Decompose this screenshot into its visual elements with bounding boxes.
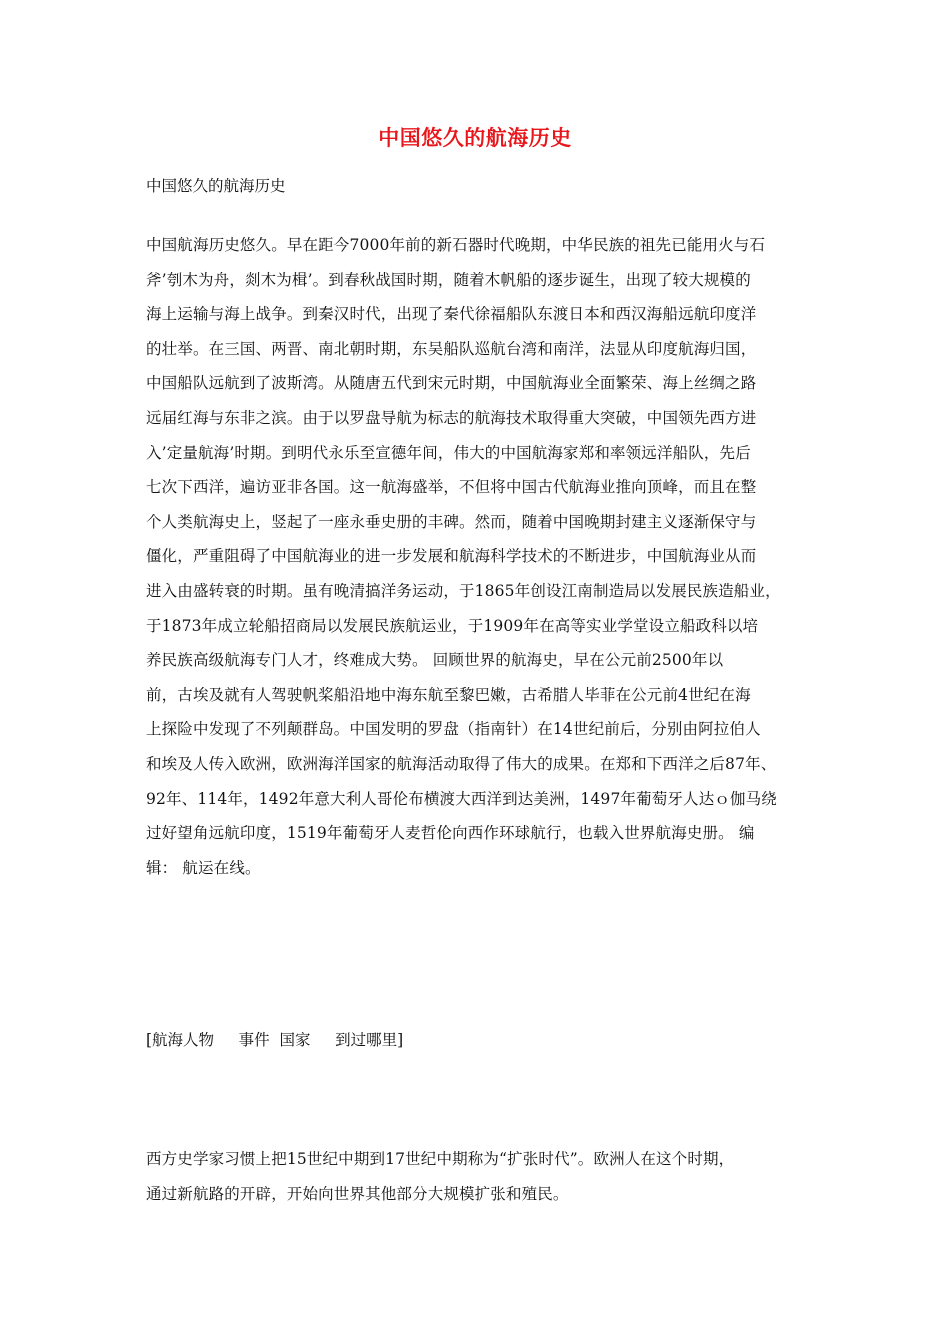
text-line: 个人类航海史上，竖起了一座永垂史册的丰碑。然而，随着中国晚期封建主义逐渐保守与 xyxy=(146,512,757,531)
text-line: 和埃及人传入欧洲，欧洲海洋国家的航海活动取得了伟大的成果。在郑和下西洋之后87年、 xyxy=(146,754,777,773)
text-line: 养民族高级航海专门人才，终难成大势。 回顾世界的航海史，早在公元前2500年以 xyxy=(146,651,724,670)
text-line: 入’定量航海’时期。到明代永乐至宣德年间，伟大的中国航海家郑和率领远洋船队，先后 xyxy=(146,443,751,462)
text-line: 92年、114年，1492年意大利人哥伦布横渡大西洋到达美洲，1497年葡萄牙人达ｏ伽马绕 xyxy=(146,789,777,808)
closing-paragraph xyxy=(146,1142,836,1211)
text-line: 斧’刳木为舟，剡木为楫’。到春秋战国时期，随着木帆船的逐步诞生，出现了较大规模的 xyxy=(146,270,751,289)
text-line: 中国航海历史悠久。早在距今7000年前的新石器时代晚期，中华民族的祖先已能用火与石 xyxy=(146,236,766,254)
text-line: 过好望角远航印度，1519年葡萄牙人麦哲伦向西作环球航行，也载入世界航海史册。 编 xyxy=(146,824,755,843)
text-line: 辑： 航运在线。 xyxy=(146,858,261,877)
text-line: 上探险中发现了不列颠群岛。中国发明的罗盘（指南针）在14世纪前后，分别由阿拉伯人 xyxy=(146,720,761,739)
text-line: 西方史学家习惯上把15世纪中期到17世纪中期称为“扩张时代”。欧洲人在这个时期， xyxy=(146,1150,735,1168)
text-line: 于1873年成立轮船招商局以发展民族航运业，于1909年在高等实业学堂设立船政科以培 xyxy=(146,616,759,635)
text-line: 中国船队远航到了波斯湾。从随唐五代到宋元时期，中国航海业全面繁荣、海上丝绸之路 xyxy=(146,374,757,393)
text-line: 前，古埃及就有人驾驶帆桨船沿地中海东航至黎巴嫩，古希腊人毕菲在公元前4世纪在海 xyxy=(146,685,751,704)
document-title: 中国悠久的航海历史 xyxy=(378,125,572,150)
text-line: 僵化，严重阻碍了中国航海业的进一步发展和航海科学技术的不断进步，中国航海业从而 xyxy=(146,547,757,566)
text-line: 进入由盛转衰的时期。虽有晚清搞洋务运动，于1865年创设江南制造局以发展民族造船业， xyxy=(146,581,781,600)
text-line: 远届红海与东非之滨。由于以罗盘导航为标志的航海技术取得重大突破，中国领先西方进 xyxy=(146,408,757,427)
document-subtitle: 中国悠久的航海历史 xyxy=(146,177,286,195)
text-line: 七次下西洋，遍访亚非各国。这一航海盛举，不但将中国古代航海业推向顶峰，而且在整 xyxy=(146,478,757,497)
tag-links: [航海人物 事件 国家 到过哪里] xyxy=(146,1031,404,1049)
body-paragraph xyxy=(146,228,836,885)
text-line: 海上运输与海上战争。到秦汉时代，出现了秦代徐福船队东渡日本和西汉海船远航印度洋 xyxy=(146,305,757,324)
text-line: 通过新航路的开辟，开始向世界其他部分大规模扩张和殖民。 xyxy=(146,1184,569,1203)
text-line: 的壮举。在三国、两晋、南北朝时期，东吴船队巡航台湾和南洋，法显从印度航海归国， xyxy=(146,339,757,358)
